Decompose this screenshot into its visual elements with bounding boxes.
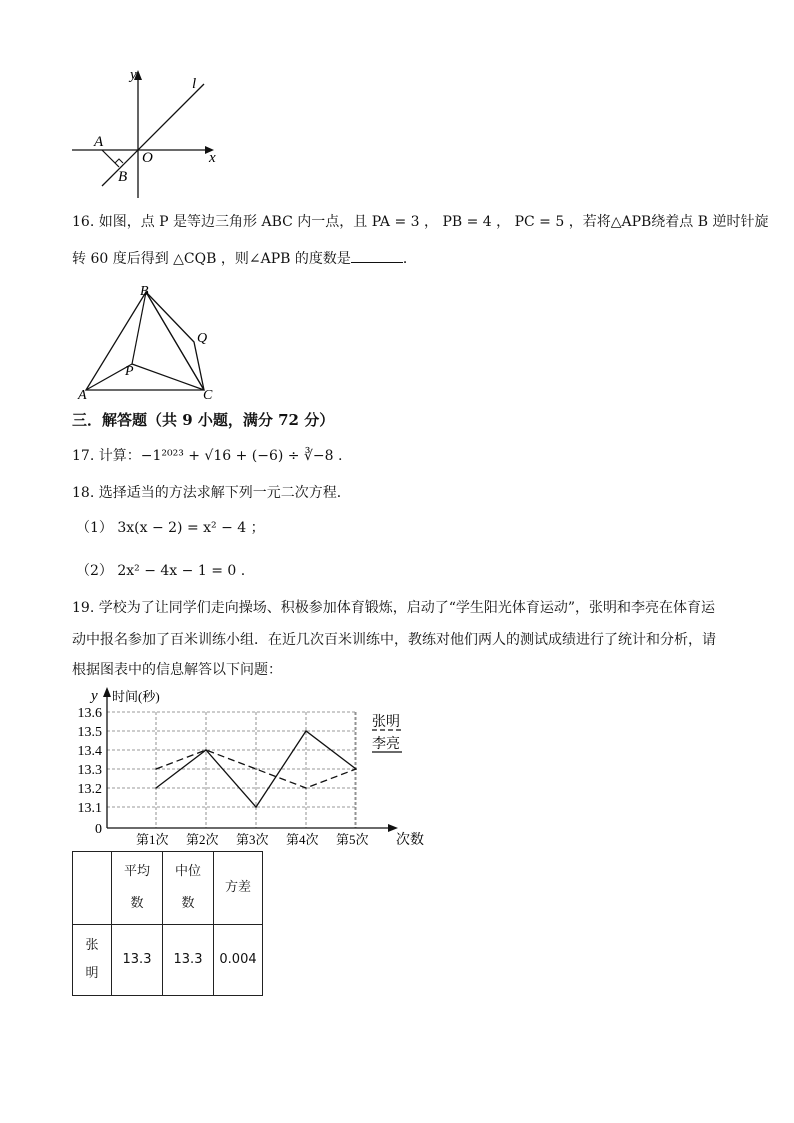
y-tick-label: 0	[95, 822, 102, 837]
section-title: 三．解答题（共 9 小题，满分 72 分）	[72, 411, 335, 429]
x-axis-arrow	[388, 824, 398, 832]
value-variance: 0.004	[214, 925, 263, 996]
y-tick-label: 13.6	[77, 706, 102, 721]
label-a: A	[94, 134, 104, 150]
header-median: 中位数	[174, 864, 201, 911]
data-point	[255, 768, 257, 770]
triangle-abc	[86, 292, 204, 390]
segment-pc	[132, 364, 204, 390]
label-x: x	[209, 150, 216, 166]
legend-label: 张明	[372, 715, 400, 730]
q16-line1: 16. 如图，点 P 是等边三角形 ABC 内一点，且 PA = 3 ， PB = 4 ， PC = 5 ，若将△APB绕着点 B 逆时针旋	[72, 214, 769, 230]
x-tick-label: 第4次	[286, 832, 319, 847]
q16-line2	[72, 248, 417, 269]
x-tick-label: 第1次	[136, 832, 169, 847]
table-header-row	[73, 852, 263, 925]
y-tick-label: 13.5	[77, 725, 102, 740]
q19-line2: 动中报名参加了百米训练小组．在近几次百米训练中，教练对他们两人的测试成绩进行了统计和分析，请	[72, 632, 716, 648]
data-point	[305, 730, 307, 732]
q17-text: 17. 计算：−1²⁰²³ + √16 + (−6) ÷ ∛−8 .	[72, 448, 343, 464]
y-axis-letter: y	[91, 688, 98, 704]
y-tick-label: 13.2	[77, 782, 102, 797]
data-point	[155, 787, 157, 789]
header-mean: 平均数	[123, 864, 150, 911]
q16-line2-text: 转 60 度后得到 △CQB ，则∠APB 的度数是	[72, 251, 351, 267]
x-axis-label: 次数	[396, 833, 424, 848]
q18-part2: （2） 2x² − 4x − 1 = 0 .	[76, 563, 246, 579]
x-tick-label: 第5次	[336, 832, 369, 847]
label-l: l	[192, 76, 197, 92]
data-point	[205, 749, 207, 751]
data-point	[355, 768, 357, 770]
header-cell	[73, 852, 112, 925]
label-p: P	[125, 364, 134, 379]
value-median: 13.3	[163, 925, 214, 996]
table-row	[73, 925, 263, 996]
row-name: 张明	[85, 938, 99, 981]
q15-coordinate-figure	[66, 64, 226, 204]
header-cell	[112, 852, 163, 925]
score-line-chart	[60, 684, 440, 850]
answer-blank	[351, 248, 403, 263]
label-b: B	[118, 169, 128, 185]
label-y: y	[130, 67, 137, 83]
x-tick-label: 第2次	[186, 832, 219, 847]
y-axis-arrow	[103, 687, 111, 697]
header-variance: 方差	[214, 852, 263, 925]
x-tick-label: 第3次	[236, 832, 269, 847]
q16-line2-end: ．	[402, 251, 417, 267]
y-tick-label: 13.4	[77, 744, 102, 759]
label-b: B	[140, 284, 149, 299]
segment-bc	[146, 292, 204, 390]
q16-triangle-figure	[76, 282, 226, 404]
row-name-cell	[73, 925, 112, 996]
label-c: C	[203, 388, 213, 403]
header-cell	[163, 852, 214, 925]
q19-line1: 19. 学校为了让同学们走向操场、积极参加体育锻炼，启动了“学生阳光体育运动”，张明和李亮在体育运	[72, 600, 716, 616]
label-a: A	[78, 388, 87, 403]
stats-table	[72, 851, 263, 996]
q18-text: 18. 选择适当的方法求解下列一元二次方程．	[72, 485, 351, 501]
y-tick-label: 13.3	[77, 763, 102, 778]
legend-label: 李亮	[372, 737, 400, 752]
data-point	[305, 787, 307, 789]
q18-part1: （1） 3x(x − 2) = x² − 4 ；	[76, 520, 265, 536]
y-axis-label: 时间(秒)	[112, 689, 160, 704]
y-tick-label: 13.1	[77, 801, 102, 816]
label-q: Q	[197, 331, 208, 346]
right-angle-mark	[115, 159, 123, 163]
value-mean: 13.3	[112, 925, 163, 996]
label-o: O	[142, 150, 153, 166]
data-point	[155, 768, 157, 770]
data-point	[255, 806, 257, 808]
segment-ab	[102, 150, 119, 167]
q19-line3: 根据图表中的信息解答以下问题：	[72, 662, 282, 678]
